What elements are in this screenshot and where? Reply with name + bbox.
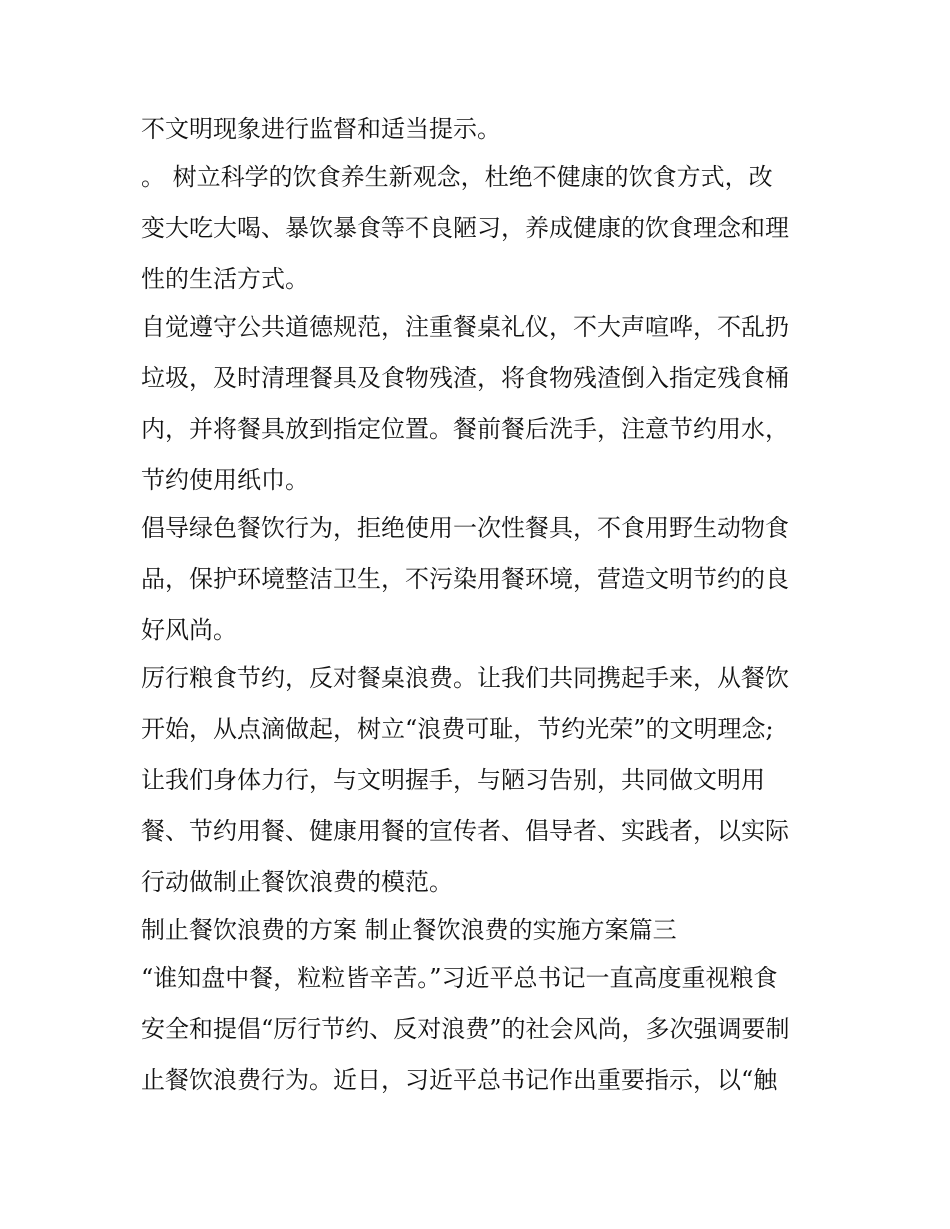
text-line: 品，保护环境整洁卫生，不污染用餐环境，营造文明节约的良 bbox=[141, 565, 789, 593]
document-body bbox=[141, 110, 821, 1099]
text-line: 自觉遵守公共道德规范，注重餐桌礼仪，不大声喧哗，不乱扔 bbox=[141, 313, 789, 341]
text-line: 节约使用纸巾。 bbox=[141, 466, 309, 494]
text-line: 止餐饮浪费行为。近日，习近平总书记作出重要指示，以“触 bbox=[141, 1066, 778, 1094]
text-line: 。 树立科学的饮食养生新观念，杜绝不健康的饮食方式，改 bbox=[141, 163, 773, 191]
text-line: 开始，从点滴做起，树立“浪费可耻，节约光荣”的文明理念; bbox=[141, 715, 774, 743]
text-line: “谁知盘中餐，粒粒皆辛苦。”习近平总书记一直高度重视粮食 bbox=[141, 964, 778, 992]
text-line: 好风尚。 bbox=[141, 616, 237, 644]
text-line: 性的生活方式。 bbox=[141, 265, 309, 293]
text-line: 餐、节约用餐、健康用餐的宣传者、倡导者、实践者，以实际 bbox=[141, 817, 789, 845]
text-line: 行动做制止餐饮浪费的模范。 bbox=[141, 868, 453, 896]
text-line: 垃圾，及时清理餐具及食物残渣，将食物残渣倒入指定残食桶 bbox=[141, 364, 789, 392]
text-line: 变大吃大喝、暴饮暴食等不良陋习，养成健康的饮食理念和理 bbox=[141, 214, 789, 242]
text-line: 安全和提倡“厉行节约、反对浪费”的社会风尚，多次强调要制 bbox=[141, 1015, 790, 1043]
text-line: 不文明现象进行监督和适当提示。 bbox=[141, 115, 501, 143]
text-line: 让我们身体力行，与文明握手，与陋习告别，共同做文明用 bbox=[141, 766, 765, 794]
text-line: 倡导绿色餐饮行为，拒绝使用一次性餐具，不食用野生动物食 bbox=[141, 514, 789, 542]
text-line: 厉行粮食节约，反对餐桌浪费。让我们共同携起手来，从餐饮 bbox=[141, 664, 789, 692]
text-line: 内，并将餐具放到指定位置。餐前餐后洗手，注意节约用水， bbox=[141, 415, 789, 443]
section-heading: 制止餐饮浪费的方案 制止餐饮浪费的实施方案篇三 bbox=[141, 916, 677, 944]
